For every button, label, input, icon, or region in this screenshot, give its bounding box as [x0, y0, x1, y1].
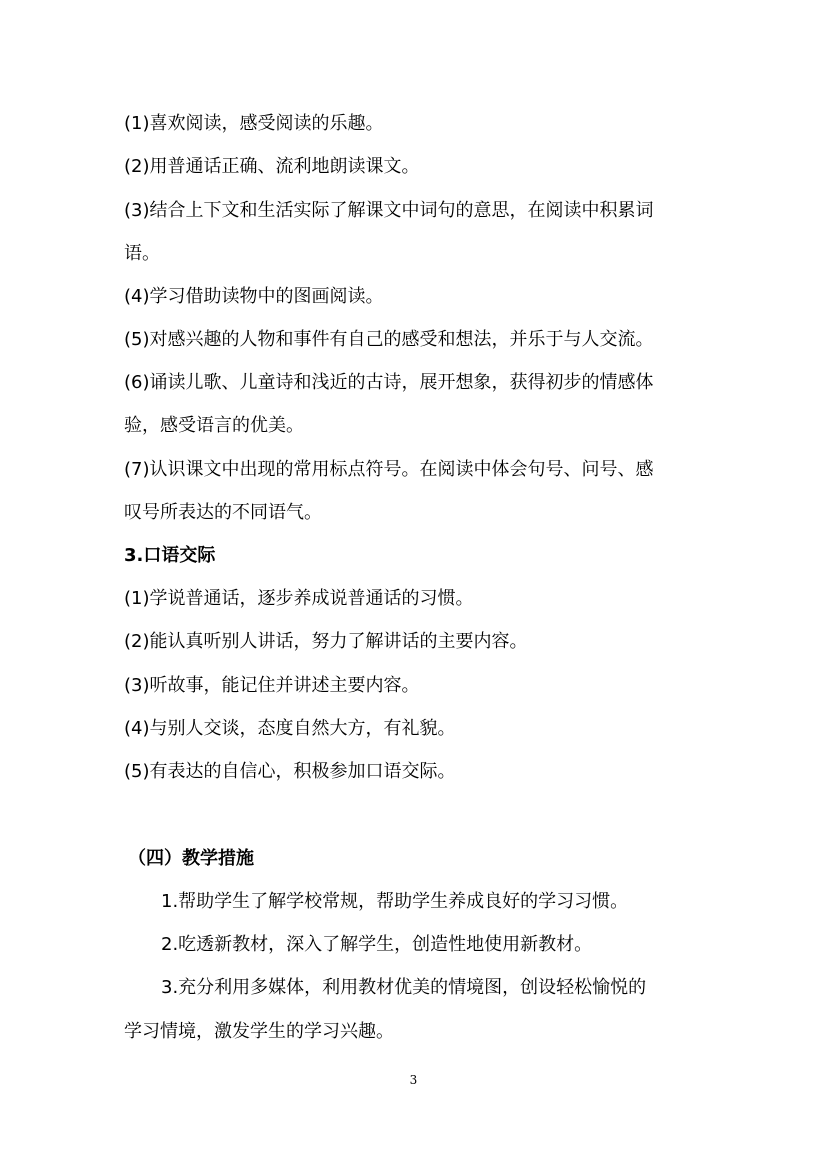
oral-item-4: (4)与别人交谈，态度自然大方，有礼貌。: [124, 718, 456, 739]
measures-item-2: 2.吃透新教材，深入了解学生，创造性地使用新教材。: [161, 934, 593, 955]
reading-item-7-line-1: (7)认识课文中出现的常用标点符号。在阅读中体会句号、问号、感: [124, 459, 654, 480]
oral-item-3: (3)听故事，能记住并讲述主要内容。: [124, 675, 420, 696]
reading-item-6-line-1: (6)诵读儿歌、儿童诗和浅近的古诗，展开想象，获得初步的情感体: [124, 372, 654, 393]
teaching-measures-heading: （四）教学措施: [128, 848, 254, 869]
reading-item-5: (5)对感兴趣的人物和事件有自己的感受和想法，并乐于与人交流。: [124, 329, 654, 350]
oral-item-5: (5)有表达的自信心，积极参加口语交际。: [124, 761, 456, 782]
reading-item-1: (1)喜欢阅读，感受阅读的乐趣。: [124, 113, 384, 134]
oral-communication-heading: 3.口语交际: [124, 545, 216, 566]
reading-item-4: (4)学习借助读物中的图画阅读。: [124, 286, 384, 307]
reading-item-6-line-2: 验，感受语言的优美。: [124, 415, 304, 436]
oral-item-2: (2)能认真听别人讲话，努力了解讲话的主要内容。: [124, 631, 528, 652]
page-number: 3: [409, 1073, 418, 1087]
reading-item-3-line-1: (3)结合上下文和生活实际了解课文中词句的意思，在阅读中积累词: [124, 200, 654, 221]
reading-item-3-line-2: 语。: [124, 243, 160, 264]
reading-item-7-line-2: 叹号所表达的不同语气。: [124, 502, 322, 523]
measures-item-1: 1.帮助学生了解学校常规，帮助学生养成良好的学习习惯。: [161, 891, 629, 912]
oral-item-1: (1)学说普通话，逐步养成说普通话的习惯。: [124, 588, 474, 609]
measures-item-3-line-2: 学习情境，激发学生的学习兴趣。: [124, 1021, 394, 1042]
reading-item-2: (2)用普通话正确、流利地朗读课文。: [124, 156, 420, 177]
measures-item-3-line-1: 3.充分利用多媒体，利用教材优美的情境图，创设轻松愉悦的: [161, 977, 647, 998]
